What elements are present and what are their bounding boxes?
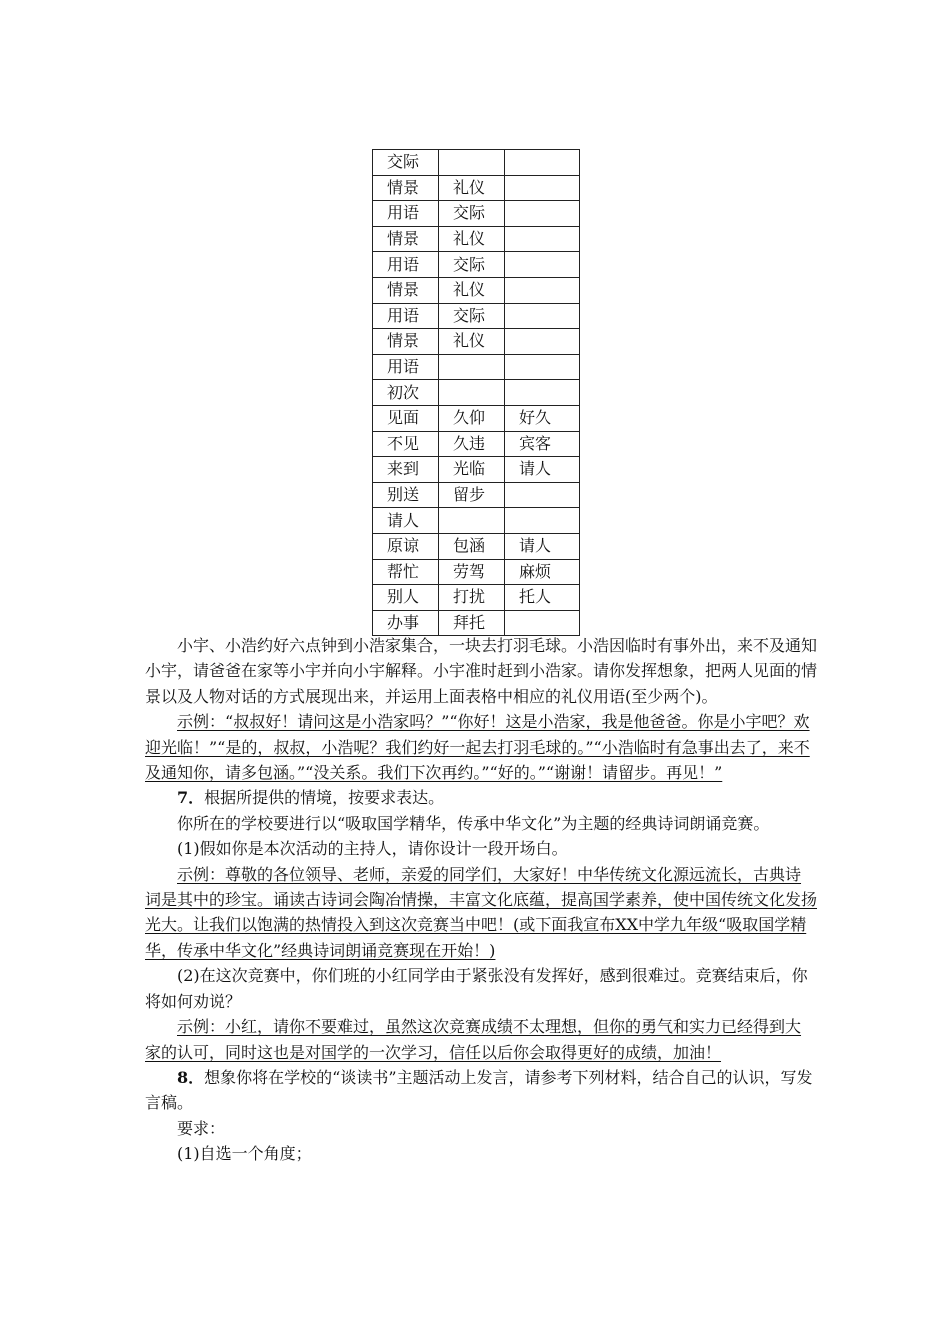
table-cell	[505, 303, 580, 329]
q8-requirements-label: 要求：	[177, 1118, 226, 1138]
table-row	[373, 405, 580, 431]
q7-answer1	[145, 862, 817, 964]
table-cell: 情景	[373, 277, 439, 303]
table-cell: 礼仪	[439, 329, 505, 355]
table-cell: 情景	[373, 226, 439, 252]
table-cell	[439, 508, 505, 534]
table-cell	[505, 610, 580, 636]
table-cell: 请人	[505, 457, 580, 483]
table-cell: 用语	[373, 201, 439, 227]
q7-answer2	[145, 1014, 817, 1065]
table-cell	[505, 380, 580, 406]
table-cell: 办事	[373, 610, 439, 636]
table-cell	[439, 380, 505, 406]
table-cell: 留步	[439, 482, 505, 508]
table-cell: 礼仪	[439, 226, 505, 252]
table-row	[373, 329, 580, 355]
etiquette-table-body	[373, 150, 580, 636]
table-cell: 包涵	[439, 533, 505, 559]
table-row	[373, 559, 580, 585]
table-cell: 托人	[505, 585, 580, 611]
q8-heading	[145, 1065, 817, 1116]
table-row	[373, 277, 580, 303]
table-cell: 交际	[439, 303, 505, 329]
table-cell	[505, 226, 580, 252]
table-cell: 劳驾	[439, 559, 505, 585]
table-cell: 久仰	[439, 405, 505, 431]
table-cell: 别人	[373, 585, 439, 611]
table-cell	[505, 201, 580, 227]
question-text	[145, 633, 817, 1167]
table-cell: 不见	[373, 431, 439, 457]
table-cell: 交际	[439, 252, 505, 278]
table-cell: 见面	[373, 405, 439, 431]
table-cell: 用语	[373, 354, 439, 380]
table-cell	[505, 277, 580, 303]
table-cell	[505, 252, 580, 278]
table-cell: 用语	[373, 252, 439, 278]
etiquette-table	[372, 149, 580, 636]
table-row	[373, 150, 580, 176]
table-cell	[505, 482, 580, 508]
table-cell: 请人	[373, 508, 439, 534]
table-row	[373, 610, 580, 636]
table-row	[373, 482, 580, 508]
table-row	[373, 252, 580, 278]
q7-sub1: (1)假如你是本次活动的主持人，请你设计一段开场白。	[177, 839, 568, 859]
q7-answer2-label: 示例：	[177, 1017, 226, 1037]
table-row	[373, 201, 580, 227]
table-cell: 交际	[439, 201, 505, 227]
table-cell: 来到	[373, 457, 439, 483]
table-cell	[505, 175, 580, 201]
q7-heading	[145, 785, 817, 810]
table-row	[373, 175, 580, 201]
table-cell	[439, 354, 505, 380]
q7-number: 7．	[177, 788, 205, 808]
table-cell: 拜托	[439, 610, 505, 636]
table-cell: 初次	[373, 380, 439, 406]
q6-answer-label: 示例：	[177, 712, 226, 732]
table-cell: 情景	[373, 175, 439, 201]
table-row	[373, 303, 580, 329]
table-cell: 交际	[373, 150, 439, 176]
table-row	[373, 380, 580, 406]
table-cell	[505, 150, 580, 176]
table-cell: 久违	[439, 431, 505, 457]
table-cell: 光临	[439, 457, 505, 483]
table-cell: 帮忙	[373, 559, 439, 585]
table-row	[373, 533, 580, 559]
q7-context: 你所在的学校要进行以“吸取国学精华，传承中华文化”为主题的经典诗词朗诵竞赛。	[177, 813, 770, 833]
q8-number: 8．	[177, 1067, 205, 1087]
table-cell: 宾客	[505, 431, 580, 457]
table-row	[373, 585, 580, 611]
table-cell: 别送	[373, 482, 439, 508]
table-cell: 好久	[505, 405, 580, 431]
q7-answer1-label: 示例：	[177, 864, 226, 884]
table-row	[373, 354, 580, 380]
table-cell: 请人	[505, 533, 580, 559]
q8-requirement-1: (1)自选一个角度；	[177, 1144, 312, 1164]
q6-answer-text: “叔叔好！请问这是小浩家吗？”“你好！这是小浩家，我是他爸爸。你是小宇吧？欢迎光临！”“是的，叔叔，小浩呢？我们约好一起去打羽毛球的。”“小浩临时有急事出去了，来不及通知你，请多包涵。”“没关系。我们下次再约。”“好的。”“谢谢！请留步。再见！”	[145, 712, 810, 783]
table-row	[373, 508, 580, 534]
q8-title: 想象你将在学校的“谈读书”主题活动上发言，请参考下列材料，结合自己的认识，写发言稿。	[145, 1067, 813, 1113]
q7-answer1-text: 尊敬的各位领导、老师，亲爱的同学们，大家好！中华传统文化源远流长，古典诗词是其中的珍宝。诵读古诗词会陶冶情操，丰富文化底蕴，提高国学素养，使中国传统文化发扬光大。让我们以饱满的热情投入到这次竞赛当中吧！(或下面我宣布XX中学九年级“吸取国学精华，传承中华文化”经典诗词朗诵竞赛现在开始！)	[145, 864, 818, 960]
table-cell: 打扰	[439, 585, 505, 611]
q6-answer	[145, 709, 817, 785]
table-cell: 麻烦	[505, 559, 580, 585]
q7-answer2-text: 小红，请你不要难过，虽然这次竞赛成绩不太理想，但你的勇气和实力已经得到大家的认可，同时这也是对国学的一次学习，信任以后你会取得更好的成绩，加油！	[145, 1017, 802, 1062]
q6-prompt: 小宇、小浩约好六点钟到小浩家集合，一块去打羽毛球。小浩因临时有事外出，来不及通知小宇，请爸爸在家等小宇并向小宇解释。小宇准时赶到小浩家。请你发挥想象，把两人见面的情景以及人物对话的方式展现出来，并运用上面表格中相应的礼仪用语(至少两个)。	[145, 636, 818, 706]
table-cell: 礼仪	[439, 277, 505, 303]
q7-sub2: (2)在这次竞赛中，你们班的小红同学由于紧张没有发挥好，感到很难过。竞赛结束后，你将如何劝说？	[145, 966, 808, 1011]
table-cell	[505, 329, 580, 355]
table-row	[373, 457, 580, 483]
table-cell: 用语	[373, 303, 439, 329]
table-cell: 原谅	[373, 533, 439, 559]
table-cell	[505, 354, 580, 380]
table-row	[373, 431, 580, 457]
table-row	[373, 226, 580, 252]
table-cell: 情景	[373, 329, 439, 355]
table-cell	[439, 150, 505, 176]
q7-title: 根据所提供的情境，按要求表达。	[204, 788, 445, 808]
table-cell	[505, 508, 580, 534]
table-cell: 礼仪	[439, 175, 505, 201]
